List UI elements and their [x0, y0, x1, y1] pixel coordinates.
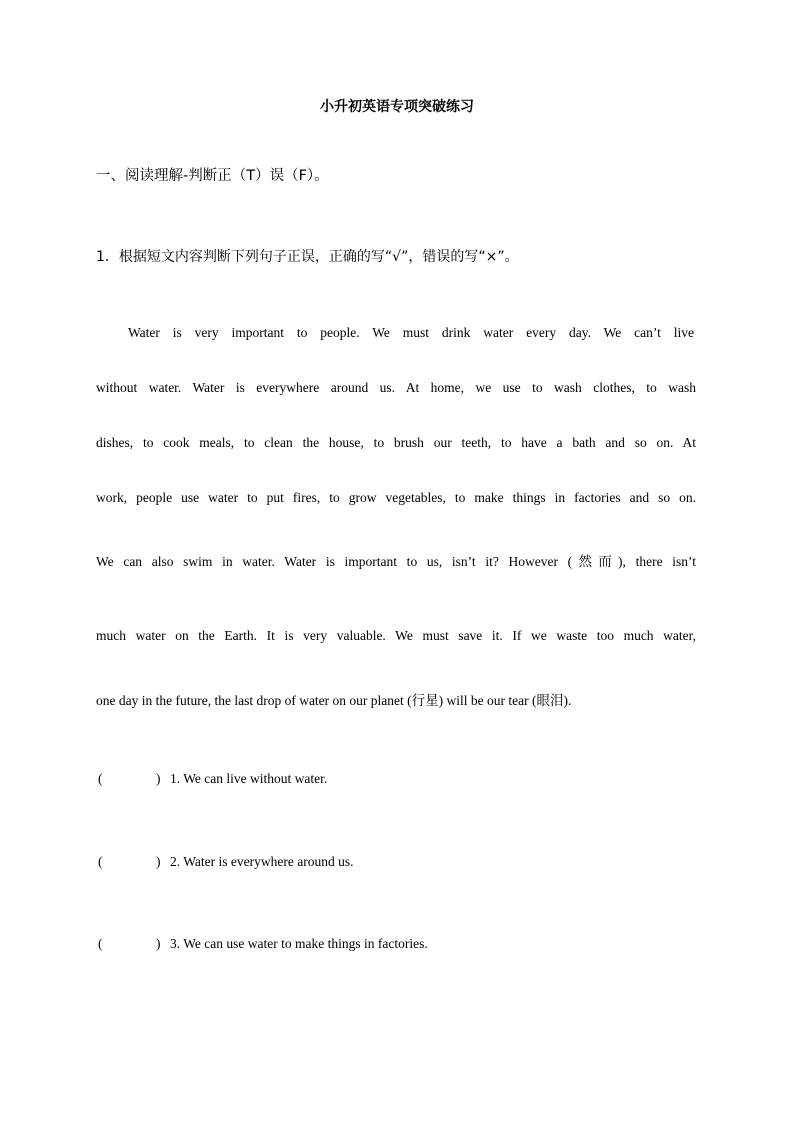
question-text: 1. We can live without water.	[170, 771, 328, 786]
answer-bracket-close: )	[156, 936, 161, 951]
passage-line: without water. Water is everywhere around us. At home, we use to wash clothes, to wash	[96, 380, 696, 395]
page-title: 小升初英语专项突破练习	[320, 99, 474, 115]
question-text: 2. Water is everywhere around us.	[170, 854, 354, 869]
answer-bracket-close: )	[156, 771, 161, 786]
passage-line: one day in the future, the last drop of water on our planet (行星) will be our tear (眼泪).	[96, 693, 572, 708]
passage-line: work, people use water to put fires, to grow vegetables, to make things in factories and so on.	[96, 490, 696, 505]
answer-bracket-open: (	[98, 854, 103, 869]
question-text: 3. We can use water to make things in factories.	[170, 936, 428, 951]
passage-line: much water on the Earth. It is very valuable. We must save it. If we waste too much water,	[96, 628, 696, 643]
passage-line: Water is very important to people. We must drink water every day. We can’t live	[128, 325, 694, 340]
question-item	[98, 771, 327, 787]
answer-bracket-open: (	[98, 771, 103, 786]
instruction-text: 1．根据短文内容判断下列句子正误，正确的写“√”，错误的写“×”。	[96, 249, 519, 265]
answer-bracket-open: (	[98, 936, 103, 951]
question-item	[98, 936, 428, 952]
question-item	[98, 854, 353, 870]
answer-bracket-close: )	[156, 854, 161, 869]
passage-line: We can also swim in water. Water is important to us, isn’t it? However (然而), there isn’t	[96, 554, 696, 569]
section-heading: 一、阅读理解-判断正（T）误（F）。	[96, 168, 329, 184]
passage-line: dishes, to cook meals, to clean the house, to brush our teeth, to have a bath and so on. At	[96, 435, 696, 450]
